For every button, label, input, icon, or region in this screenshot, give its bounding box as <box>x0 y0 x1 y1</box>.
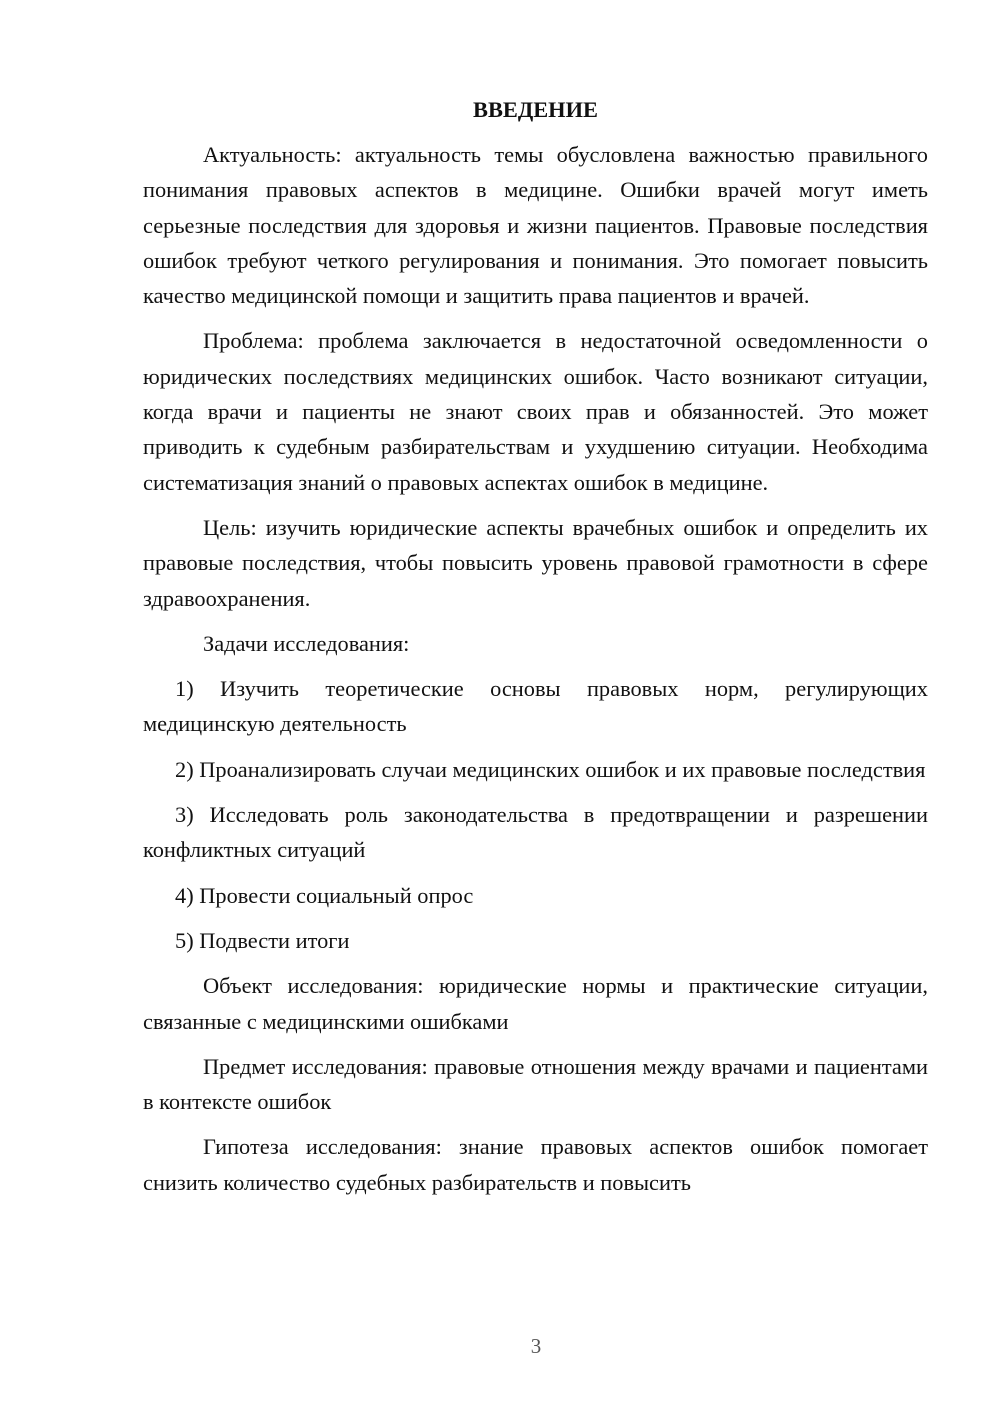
task-item: 5) Подвести итоги <box>175 927 350 953</box>
subject-paragraph: Предмет исследования: правовые отношения между врачами и пациентами в контексте ошибок <box>143 1053 928 1115</box>
hypothesis-paragraph: Гипотеза исследования: знание правовых аспектов ошибок помогает снизить количество судебных разбирательств и повысить <box>143 1134 928 1195</box>
section-heading: ВВЕДЕНИЕ <box>473 97 598 122</box>
problem-paragraph: Проблема: проблема заключается в недостаточной осведомленности о юридических последствиях медицинских ошибок. Часто возникают ситуации, когда врачи и пациенты не знают своих прав и обязанностей. Это может приводить к судебным разбирательствам и ухудшению ситуации. Необходима систематизация знаний о правовых аспектах ошибок в медицине. <box>143 328 928 495</box>
relevance-paragraph: Актуальность: актуальность темы обусловлена важностью правильного понимания правовых аспектов в медицине. Ошибки врачей могут иметь серьезные последствия для здоровья и жизни пациентов. Правовые последствия ошибок требуют четкого регулирования и понимания. Это помогает повысить качество медицинской помощи и защитить права пациентов и врачей. <box>143 142 928 309</box>
page-number: 3 <box>530 1334 542 1358</box>
goal-paragraph: Цель: изучить юридические аспекты врачебных ошибок и определить их правовые последствия, чтобы повысить уровень правовой грамотности в сфере здравоохранения. <box>143 514 928 611</box>
task-item: 1) Изучить теоретические основы правовых норм, регулирующих медицинскую деятельность <box>143 676 928 737</box>
task-item: 4) Провести социальный опрос <box>175 882 474 908</box>
document-body <box>143 92 928 1210</box>
tasks-heading: Задачи исследования: <box>203 630 410 656</box>
task-item: 3) Исследовать роль законодательства в предотвращении и разрешении конфликтных ситуаций <box>143 802 928 863</box>
object-paragraph: Объект исследования: юридические нормы и практические ситуации, связанные с медицинскими ошибками <box>143 973 928 1034</box>
task-item: 2) Проанализировать случаи медицинских ошибок и их правовые последствия <box>175 756 926 782</box>
